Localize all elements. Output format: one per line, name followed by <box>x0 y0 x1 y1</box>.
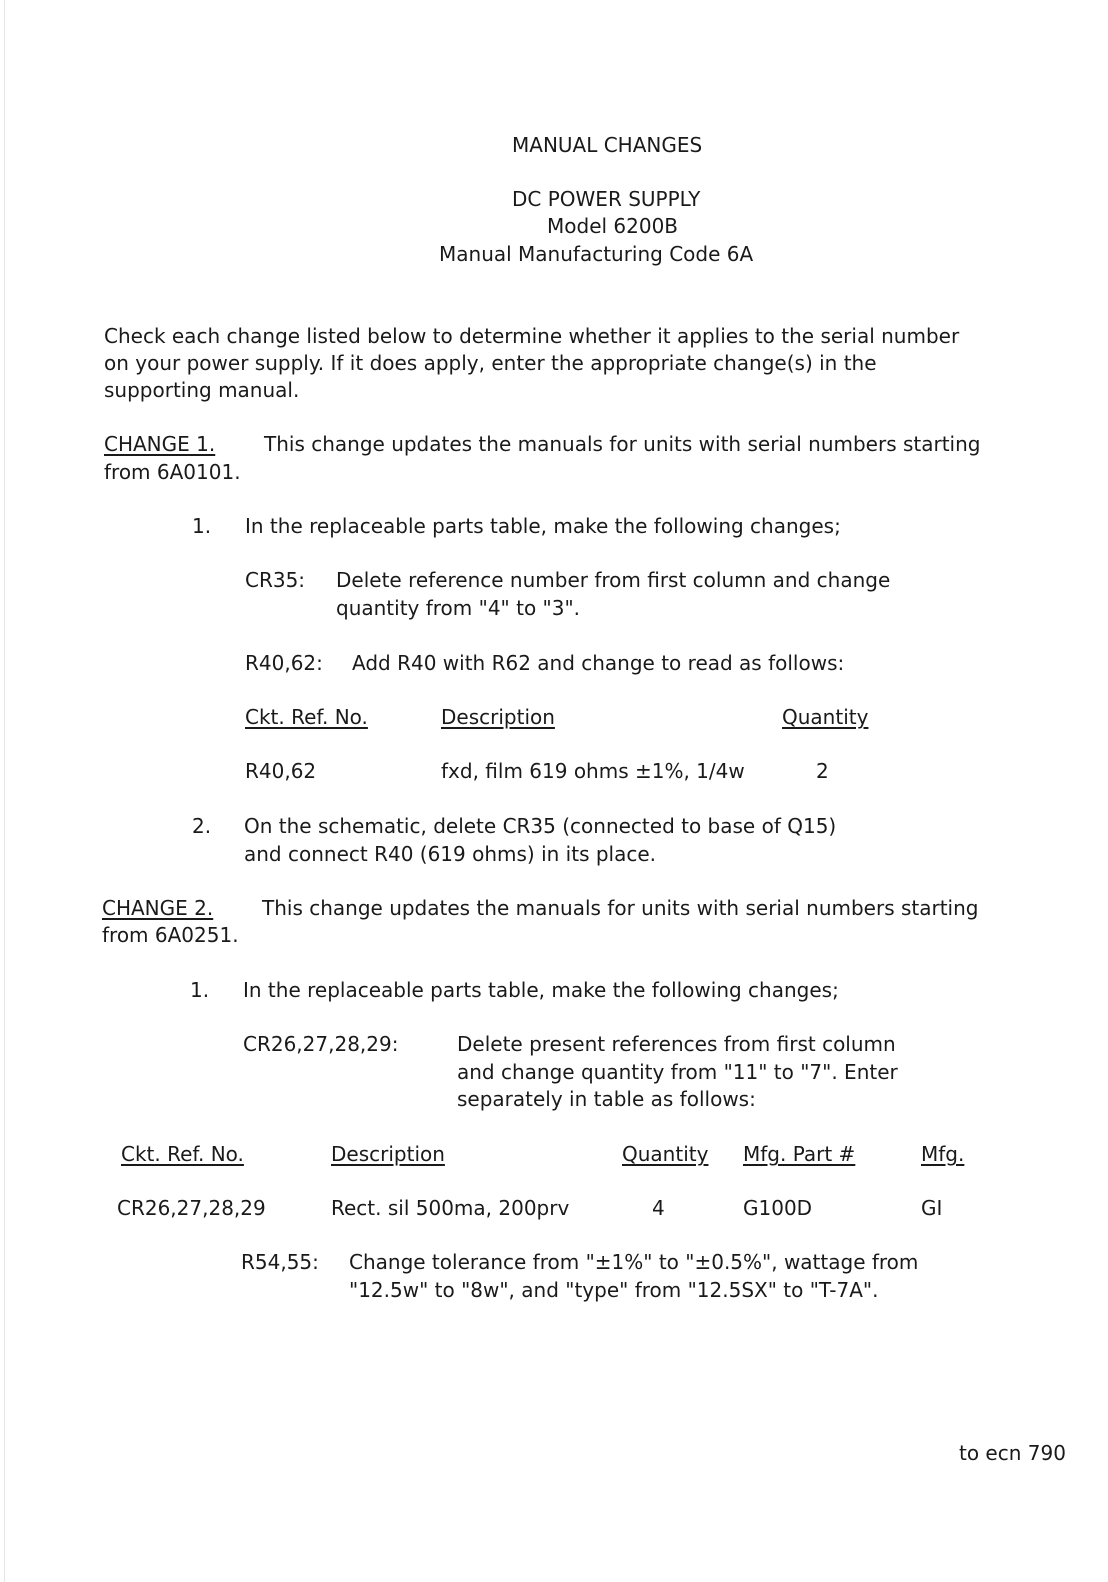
model-number: Model 6200B <box>547 214 679 238</box>
table-2-row-quantity: 4 <box>652 1196 665 1220</box>
change-2-text-1: This change updates the manuals for units with serial numbers starting <box>262 896 979 920</box>
change-2-step-1-number: 1. <box>190 978 210 1002</box>
table-2-header-description: Description <box>331 1142 445 1166</box>
table-1-header-description: Description <box>441 705 555 729</box>
cr26-text-2: and change quantity from "11" to "7". Enter <box>457 1060 898 1084</box>
table-2-row-part-number: G100D <box>743 1196 813 1220</box>
manufacturing-code: Manual Manufacturing Code 6A <box>439 242 754 266</box>
r40-ref: R40,62: <box>245 651 323 675</box>
ecn-reference: to ecn 790 <box>959 1441 1066 1465</box>
intro-line-2: on your power supply. If it does apply, enter the appropriate change(s) in the <box>104 351 877 375</box>
cr35-text-2: quantity from "4" to "3". <box>336 596 581 620</box>
change-1-label: CHANGE 1. <box>104 432 216 456</box>
table-1-header-quantity: Quantity <box>782 705 869 729</box>
cr35-text-1: Delete reference number from first column and change <box>336 568 891 592</box>
intro-line-3: supporting manual. <box>104 378 300 402</box>
cr26-text-3: separately in table as follows: <box>457 1087 756 1111</box>
r54-text-1: Change tolerance from "±1%" to "±0.5%", wattage from <box>349 1250 919 1274</box>
change-2-text-2: from 6A0251. <box>102 923 239 947</box>
table-2-row-mfg: GI <box>921 1196 943 1220</box>
table-1-row-ref: R40,62 <box>245 759 317 783</box>
cr35-ref: CR35: <box>245 568 306 592</box>
table-2-header-ref: Ckt. Ref. No. <box>121 1142 244 1166</box>
change-1-text-2: from 6A0101. <box>104 460 241 484</box>
change-1-step-2-text-1: On the schematic, delete CR35 (connected to base of Q15) <box>244 814 837 838</box>
r54-ref: R54,55: <box>241 1250 319 1274</box>
product-name: DC POWER SUPPLY <box>512 187 701 211</box>
change-1-step-1-text: In the replaceable parts table, make the following changes; <box>245 514 841 538</box>
table-2-header-quantity: Quantity <box>622 1142 709 1166</box>
doc-title: MANUAL CHANGES <box>512 133 703 157</box>
table-2-row-ref: CR26,27,28,29 <box>117 1196 266 1220</box>
r54-text-2: "12.5w" to "8w", and "type" from "12.5SX" to "T-7A". <box>349 1278 879 1302</box>
table-1-header-ref: Ckt. Ref. No. <box>245 705 368 729</box>
change-1-text-1: This change updates the manuals for units with serial numbers starting <box>264 432 981 456</box>
table-1-row-quantity: 2 <box>816 759 829 783</box>
page-edge-line <box>4 0 5 1582</box>
table-2-header-mfg: Mfg. <box>921 1142 965 1166</box>
table-1-row-description: fxd, film 619 ohms ±1%, 1/4w <box>441 759 745 783</box>
table-2-header-part-number: Mfg. Part # <box>743 1142 856 1166</box>
change-2-label: CHANGE 2. <box>102 896 214 920</box>
cr26-ref: CR26,27,28,29: <box>243 1032 399 1056</box>
change-1-step-1-number: 1. <box>192 514 212 538</box>
r40-text: Add R40 with R62 and change to read as follows: <box>352 651 845 675</box>
cr26-text-1: Delete present references from first column <box>457 1032 896 1056</box>
change-1-step-2-text-2: and connect R40 (619 ohms) in its place. <box>244 842 657 866</box>
change-2-step-1-text: In the replaceable parts table, make the following changes; <box>243 978 839 1002</box>
table-2-row-description: Rect. sil 500ma, 200prv <box>331 1196 570 1220</box>
intro-line-1: Check each change listed below to determine whether it applies to the serial number <box>104 324 960 348</box>
change-1-step-2-number: 2. <box>192 814 212 838</box>
